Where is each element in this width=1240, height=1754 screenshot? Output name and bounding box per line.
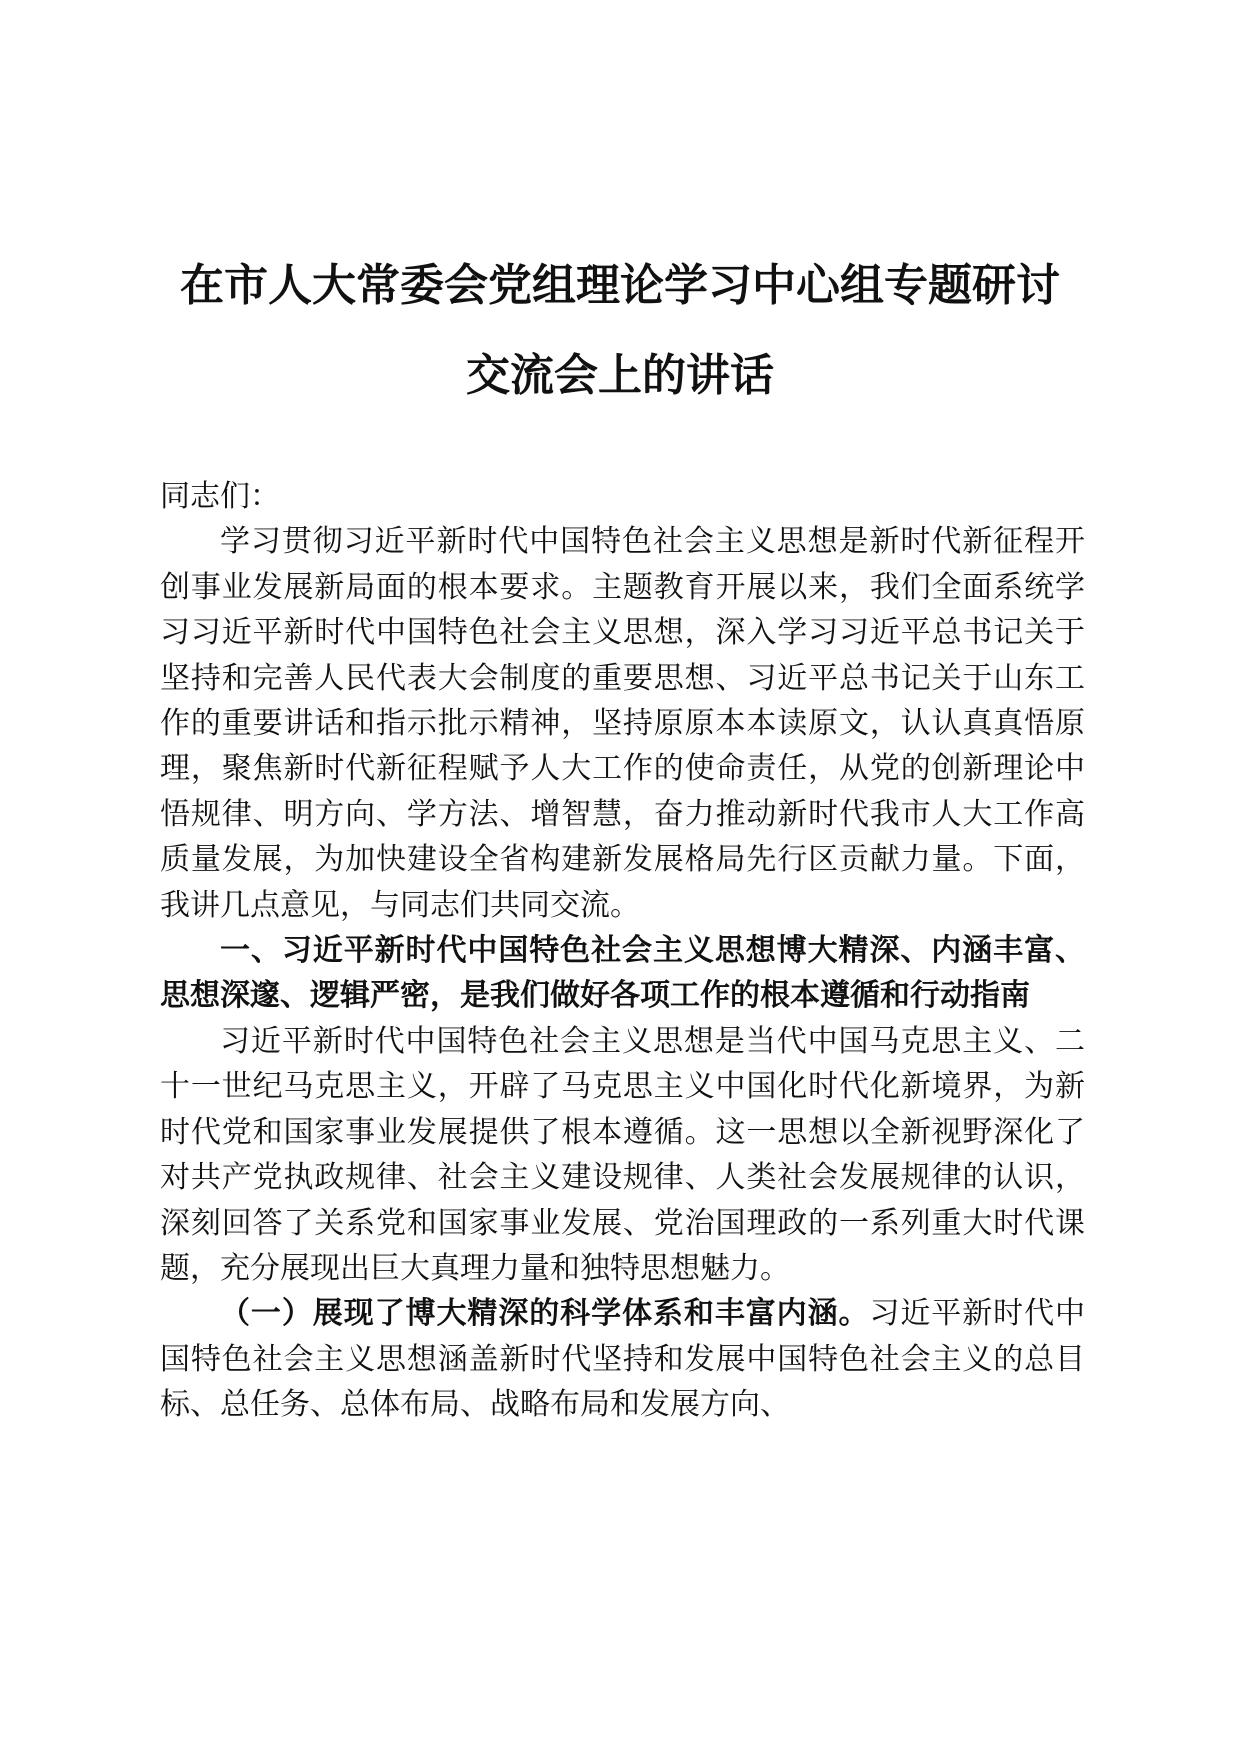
document-body bbox=[160, 474, 1085, 1428]
intro-paragraph: 学习贯彻习近平新时代中国特色社会主义思想是新时代新征程开创事业发展新局面的根本要求。主题教育开展以来，我们全面系统学习习近平新时代中国特色社会主义思想，深入学习习近平总书记关于坚持和完善人民代表大会制度的重要思想、习近平总书记关于山东工作的重要讲话和指示批示精神，坚持原原本本读原文，认认真真悟原理，聚焦新时代新征程赋予人大工作的使命责任，从党的创新理论中悟规律、明方向、学方法、增智慧，奋力推动新时代我市人大工作高质量发展，为加快建设全省构建新发展格局先行区贡献力量。下面，我讲几点意见，与同志们共同交流。 bbox=[160, 524, 1085, 923]
subsection-1-text: 习近平新时代中国特色社会主义思想涵盖新时代坚持和发展中国特色社会主义的总目标、总任务、总体布局、战略布局和发展方向、 bbox=[160, 1296, 1086, 1423]
section-1-heading: 一、习近平新时代中国特色社会主义思想博大精深、内涵丰富、思想深邃、逻辑严密，是我们做好各项工作的根本遵循和行动指南 bbox=[160, 933, 1085, 1014]
subsection-1-paragraph bbox=[160, 1291, 1085, 1427]
section-1-paragraph: 习近平新时代中国特色社会主义思想是当代中国马克思主义、二十一世纪马克思主义，开辟了马克思主义中国化时代化新境界，为新时代党和国家事业发展提供了根本遵循。这一思想以全新视野深化了对共产党执政规律、社会主义建设规律、人类社会发展规律的认识，深刻回答了关系党和国家事业发展、党治国理政的一系列重大时代课题，充分展现出巨大真理力量和独特思想魅力。 bbox=[160, 1023, 1085, 1286]
subsection-1-heading: （一）展现了博大精深的科学体系和丰富内涵。 bbox=[220, 1296, 870, 1332]
document-title-line-1: 在市人大常委会党组理论学习中心组专题研讨 bbox=[180, 260, 1060, 311]
document-title-line-2: 交流会上的讲话 bbox=[466, 350, 774, 401]
salutation: 同志们： bbox=[160, 479, 280, 514]
